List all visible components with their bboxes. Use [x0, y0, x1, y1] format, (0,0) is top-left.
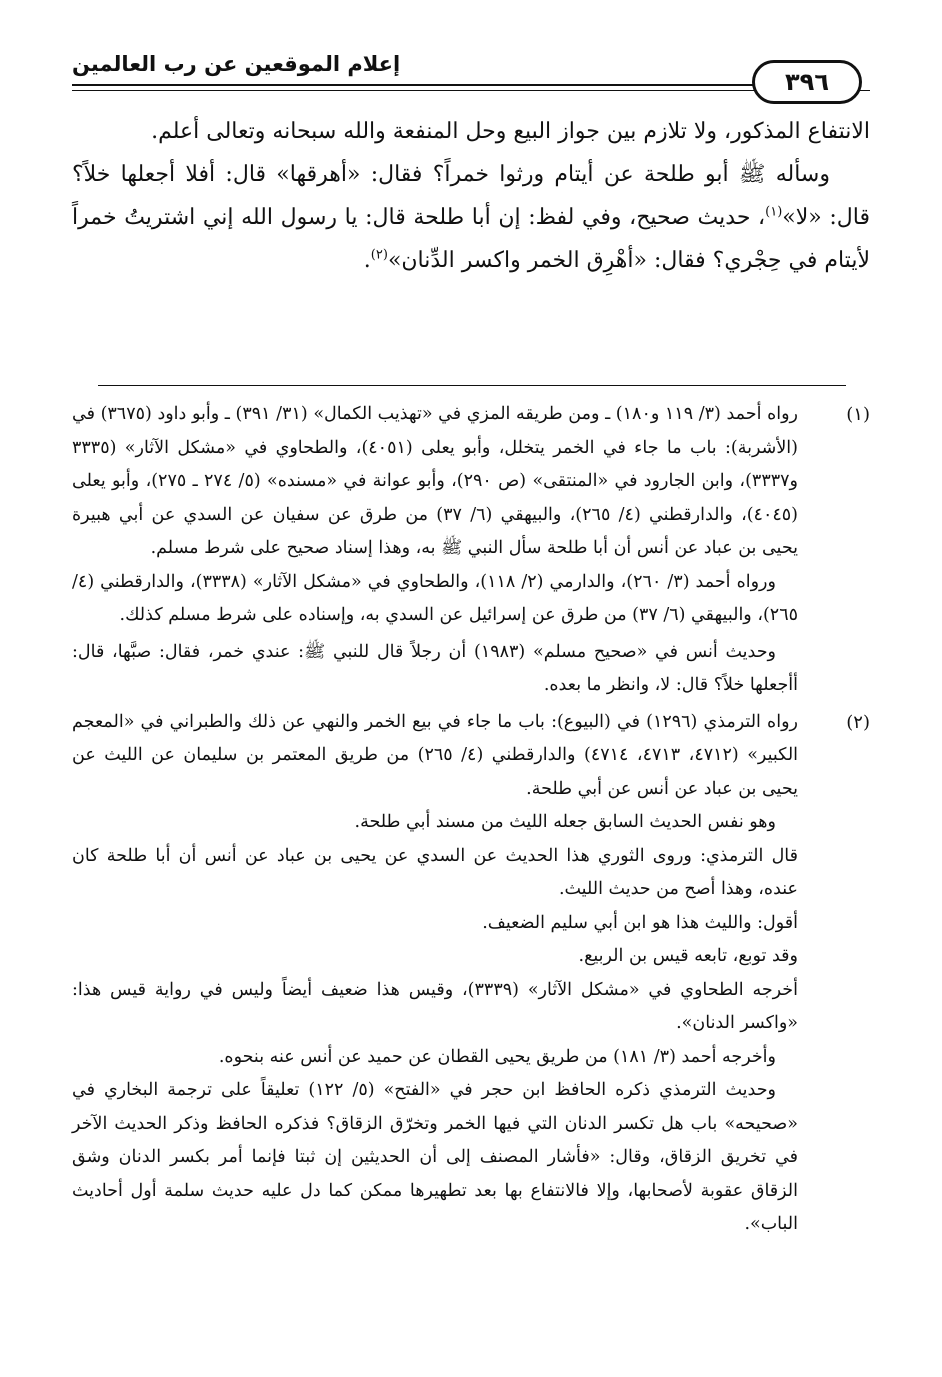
header-rule-thin [72, 90, 870, 91]
footnote-ref-2[interactable]: (٢) [370, 247, 388, 263]
header-rule [72, 84, 790, 86]
footnote-number: (١) [846, 404, 870, 425]
footnote-paragraph: أقول: والليث هذا هو ابن أبي سليم الضعيف. [482, 912, 798, 933]
main-paragraph-2 [72, 153, 870, 282]
footnote-1 [72, 398, 870, 703]
footnote-paragraph: وقد توبع، تابعه قيس بن الربيع. [578, 946, 798, 966]
footnote-number: (٢) [846, 711, 870, 733]
page-number: ٣٩٦ [752, 60, 862, 104]
footnote-paragraph: أخرجه الطحاوي في «مشكل الآثار» (٣٣٣٩)، وقيس هذا ضعيف أيضاً وليس في رواية قيس هذا: «واكسر الدنان». [72, 979, 798, 1033]
main-paragraph-1: الانتفاع المذكور، ولا تلازم بين جواز البيع وحل المنفعة والله سبحانه وتعالى أعلم. [151, 119, 870, 144]
footnotes [72, 398, 870, 1242]
footnote-paragraph: رواه أحمد (٣/ ١١٩ و١٨٠) ـ ومن طريقه المزي في «تهذيب الكمال» (٣١/ ٣٩١) ـ وأبو داود (٣٦٧٥) في (الأشربة): باب ما جاء في الخمر يتخلل، وأبو يعلى (٤٠٥١)، والطحاوي في «مشكل الآثار» (٣٣٣٥ و٣٣٣٧)، وابن الجارود في «المنتقى» (ص ٢٩٠)، وأبو عوانة في «مسنده» (٥/ ٢٧٤ ـ ٢٧٥)، وأبو يعلى (٤٠٤٥)، والدارقطني (٤/ ٢٦٥)، والبيهقي (٦/ ٣٧) من طرق عن سفيان عن السدي عن أبي هبيرة يحيى بن عباد عن أنس أن أبا طلحة سأل النبي ﷺ به، وهذا إسناد صحيح على شرط مسلم. [72, 404, 798, 558]
page-header [72, 46, 870, 96]
main-paragraph-2-end: . [363, 248, 371, 273]
main-paragraph-2-text-b: ، حديث صحيح، وفي لفظ: إن أبا طلحة قال: يا رسول الله إني اشتريتُ خمراً لأيتام في حِجْري؟ فقال: «أهْرِق الخمر واكسر الدِّنان» [72, 205, 870, 273]
main-paragraph-2-text-a: وسأله ﷺ أبو طلحة عن أيتام ورثوا خمراً؟ فقال: «أهرقها» قال: أفلا أجعلها خلاً؟ قال: «لا» [72, 162, 871, 230]
footnote-paragraph: وأخرجه أحمد (٣/ ١٨١) من طريق يحيى القطان عن حميد عن أنس عنه بنحوه. [218, 1046, 776, 1067]
main-text [72, 110, 870, 282]
footnote-paragraph: وحديث أنس في «صحيح مسلم» (١٩٨٣) أن رجلاً قال للنبي ﷺ: عندي خمر، فقال: صبَّها، قال: أأجعلها خلاً؟ قال: لا، وانظر ما بعده. [72, 641, 798, 695]
footnote-paragraph: ورواه أحمد (٣/ ٢٦٠)، والدارمي (٢/ ١١٨)، والطحاوي في «مشكل الآثار» (٣٣٣٨)، والدارقطني (٤/ ٢٦٥)، والبيهقي (٦/ ٣٧) من طرق عن إسرائيل عن السدي به، وإسناده على شرط مسلم كذلك. [72, 571, 798, 625]
footnote-ref-1[interactable]: (١) [765, 204, 783, 220]
footnote-2 [72, 706, 870, 1242]
footnote-paragraph: وحديث الترمذي ذكره الحافظ ابن حجر في «الفتح» (٥/ ١٢٢) تعليقاً على ترجمة البخاري في «صحيحه» باب هل تكسر الدنان التي فيها الخمر وتخرّق الزقاق؟ فذكره الحافظ وذكر الحديث الآخر في تخريق الزقاق، وقال: «فأشار المصنف إلى أن الحديثين إن ثبتا فإنما أمر بكسر الدنان وشق الزقاق عقوبة لأصحابها، وإلا فالانتفاع بها بعد تطهيرها ممكن كما دل عليه حديث سلمة أول أحاديث الباب». [72, 1080, 798, 1234]
footnote-separator [98, 385, 846, 386]
running-title: إعلام الموقعين عن رب العالمين [72, 52, 401, 76]
footnote-paragraph: رواه الترمذي (١٢٩٦) في (البيوع): باب ما جاء في بيع الخمر والنهي عن ذلك والطبراني في «المعجم الكبير» (٤٧١٢، ٤٧١٣، ٤٧١٤) والدارقطني (٤/ ٢٦٥) من طريق المعتمر بن سليمان عن الليث عن يحيى بن عباد عن أنس عن أبي طلحة. [72, 711, 799, 799]
footnote-paragraph: وهو نفس الحديث السابق جعله الليث من مسند أبي طلحة. [354, 812, 776, 832]
footnote-paragraph: قال الترمذي: وروى الثوري هذا الحديث عن السدي عن يحيى بن عباد عن أنس أن أبا طلحة كان عنده، وهذا أصح من حديث الليث. [72, 845, 798, 899]
